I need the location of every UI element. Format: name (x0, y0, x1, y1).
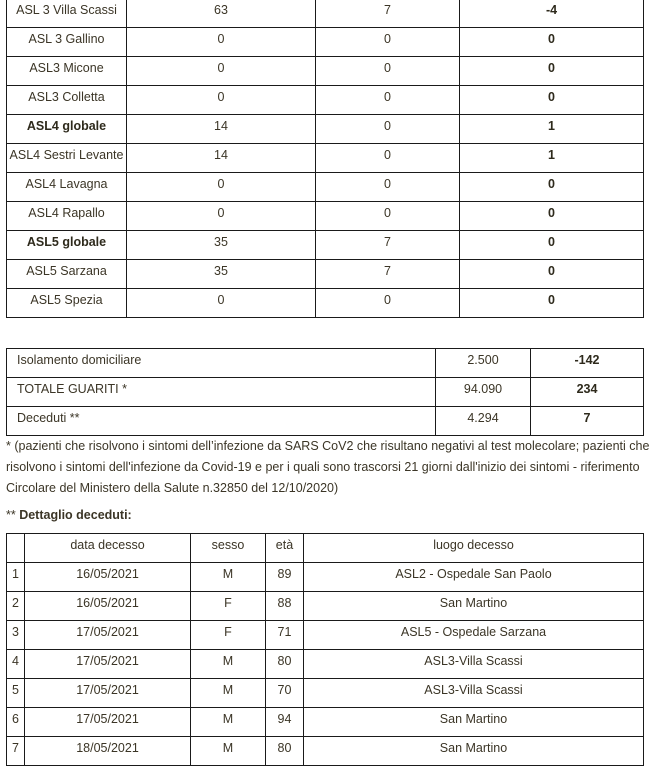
hospital-delta: 0 (460, 289, 644, 318)
hospital-name: ASL4 Sestri Levante (7, 144, 127, 173)
summary-table (6, 348, 644, 436)
hospital-value-2: 0 (316, 202, 460, 231)
table-row (7, 202, 644, 231)
summary-label: Isolamento domiciliare (7, 349, 436, 378)
table-row (7, 378, 644, 407)
death-date: 17/05/2021 (25, 650, 191, 679)
header-age: età (266, 534, 304, 563)
death-place: San Martino (304, 737, 644, 766)
table-row (7, 592, 644, 621)
hospital-value-2: 7 (316, 260, 460, 289)
hospital-value: 0 (127, 28, 316, 57)
table-row (7, 737, 644, 766)
row-num: 3 (7, 621, 25, 650)
hospital-name: ASL 3 Gallino (7, 28, 127, 57)
hospital-table (6, 0, 644, 318)
death-age: 88 (266, 592, 304, 621)
summary-delta: 234 (531, 378, 644, 407)
summary-value: 2.500 (436, 349, 531, 378)
hospital-delta: 0 (460, 260, 644, 289)
summary-label: TOTALE GUARITI * (7, 378, 436, 407)
hospital-value: 35 (127, 260, 316, 289)
table-row (7, 260, 644, 289)
death-date: 17/05/2021 (25, 621, 191, 650)
death-sex: M (191, 708, 266, 737)
row-num: 7 (7, 737, 25, 766)
hospital-value-2: 0 (316, 28, 460, 57)
table-row (7, 173, 644, 202)
death-age: 70 (266, 679, 304, 708)
death-date: 17/05/2021 (25, 679, 191, 708)
hospital-value-2: 0 (316, 173, 460, 202)
table-row (7, 289, 644, 318)
hospital-name: ASL4 globale (7, 115, 127, 144)
death-age: 94 (266, 708, 304, 737)
hospital-value: 14 (127, 144, 316, 173)
table-row (7, 115, 644, 144)
hospital-name: ASL5 Sarzana (7, 260, 127, 289)
hospital-value-2: 7 (316, 231, 460, 260)
death-age: 80 (266, 737, 304, 766)
hospital-value: 0 (127, 86, 316, 115)
death-date: 17/05/2021 (25, 708, 191, 737)
hospital-delta: 0 (460, 86, 644, 115)
death-date: 16/05/2021 (25, 563, 191, 592)
table-row (7, 563, 644, 592)
hospital-name: ASL3 Colletta (7, 86, 127, 115)
hospital-name: ASL5 globale (7, 231, 127, 260)
hospital-delta: 0 (460, 202, 644, 231)
hospital-delta: 1 (460, 144, 644, 173)
death-sex: M (191, 650, 266, 679)
hospital-value-2: 0 (316, 144, 460, 173)
death-sex: M (191, 563, 266, 592)
hospital-value: 0 (127, 289, 316, 318)
death-sex: M (191, 679, 266, 708)
death-age: 71 (266, 621, 304, 650)
header-sex: sesso (191, 534, 266, 563)
deaths-table (6, 533, 644, 766)
summary-label: Deceduti ** (7, 407, 436, 436)
row-num: 4 (7, 650, 25, 679)
hospital-value-2: 0 (316, 289, 460, 318)
death-place: ASL3-Villa Scassi (304, 679, 644, 708)
table-row (7, 28, 644, 57)
hospital-value-2: 0 (316, 115, 460, 144)
header-num (7, 534, 25, 563)
row-num: 6 (7, 708, 25, 737)
hospital-value-2: 7 (316, 0, 460, 28)
table-row (7, 407, 644, 436)
table-row (7, 231, 644, 260)
death-place: ASL3-Villa Scassi (304, 650, 644, 679)
deceduti-heading (6, 505, 651, 526)
hospital-value: 0 (127, 173, 316, 202)
table-row (7, 708, 644, 737)
hospital-name: ASL 3 Villa Scassi (7, 0, 127, 28)
death-sex: F (191, 592, 266, 621)
row-num: 2 (7, 592, 25, 621)
hospital-delta: 0 (460, 57, 644, 86)
death-sex: M (191, 737, 266, 766)
table-row (7, 86, 644, 115)
table-row (7, 0, 644, 28)
deceduti-asterisks: ** (6, 508, 20, 522)
hospital-name: ASL4 Rapallo (7, 202, 127, 231)
table-header-row (7, 534, 644, 563)
deceduti-title: Dettaglio deceduti: (19, 508, 132, 522)
death-date: 18/05/2021 (25, 737, 191, 766)
table-row (7, 621, 644, 650)
death-date: 16/05/2021 (25, 592, 191, 621)
table-row (7, 57, 644, 86)
guariti-footnote: * (pazienti che risolvono i sintomi dell’infezione da SARS CoV2 che risultano negativi al test molecolare; pazienti che risolvono i sintomi dell'infezione da Covid-19 e per i quali sono trascorsi 21 giorni dall'inizio dei sintomi - riferimento Circolare del Ministero della Salute n.32850 del 12/10/2020) (6, 439, 650, 495)
table-row (7, 650, 644, 679)
death-place: San Martino (304, 592, 644, 621)
table-row (7, 349, 644, 378)
summary-value: 4.294 (436, 407, 531, 436)
hospital-value: 63 (127, 0, 316, 28)
hospital-delta: 1 (460, 115, 644, 144)
header-date: data decesso (25, 534, 191, 563)
summary-value: 94.090 (436, 378, 531, 407)
death-age: 80 (266, 650, 304, 679)
hospital-name: ASL5 Spezia (7, 289, 127, 318)
hospital-value: 14 (127, 115, 316, 144)
row-num: 1 (7, 563, 25, 592)
hospital-value: 35 (127, 231, 316, 260)
death-place: ASL2 - Ospedale San Paolo (304, 563, 644, 592)
header-place: luogo decesso (304, 534, 644, 563)
hospital-delta: 0 (460, 28, 644, 57)
death-place: San Martino (304, 708, 644, 737)
hospital-value-2: 0 (316, 57, 460, 86)
hospital-value: 0 (127, 202, 316, 231)
hospital-name: ASL4 Lavagna (7, 173, 127, 202)
summary-delta: -142 (531, 349, 644, 378)
hospital-name: ASL3 Micone (7, 57, 127, 86)
death-age: 89 (266, 563, 304, 592)
death-place: ASL5 - Ospedale Sarzana (304, 621, 644, 650)
hospital-value-2: 0 (316, 86, 460, 115)
hospital-delta: 0 (460, 173, 644, 202)
hospital-value: 0 (127, 57, 316, 86)
row-num: 5 (7, 679, 25, 708)
table-row (7, 679, 644, 708)
hospital-delta: -4 (460, 0, 644, 28)
death-sex: F (191, 621, 266, 650)
table-row (7, 144, 644, 173)
summary-delta: 7 (531, 407, 644, 436)
hospital-delta: 0 (460, 231, 644, 260)
